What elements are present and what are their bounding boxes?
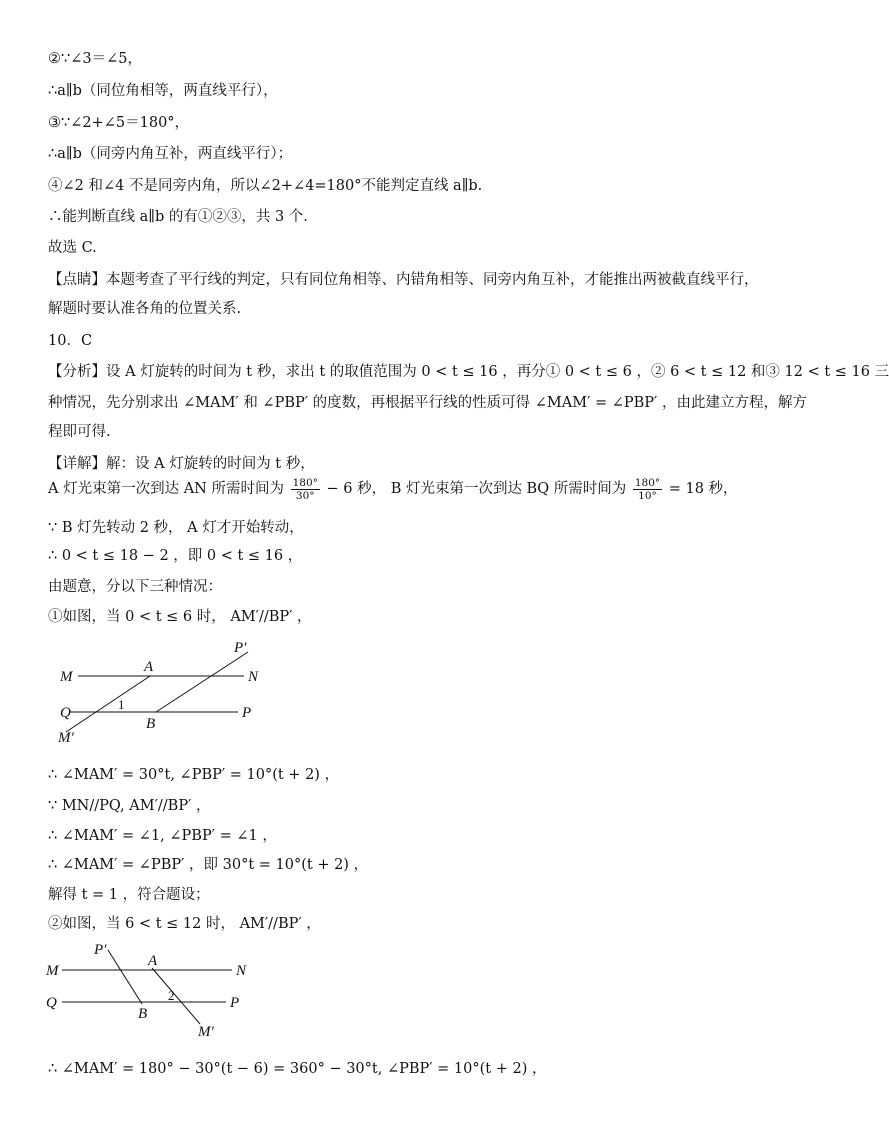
label-N: N — [236, 963, 247, 979]
case-line: ②如图，当 6 < t ≤ 12 时， AM′//BP′ ， — [48, 916, 321, 932]
fraction — [633, 477, 662, 502]
solution-line: 【详解】解：设 A 灯旋转的时间为 t 秒， — [48, 456, 315, 472]
label-A: A — [148, 953, 158, 969]
fraction-denominator: 30° — [295, 489, 315, 502]
line-AM-prime — [152, 968, 200, 1024]
label-M: M — [46, 963, 59, 979]
label-Q: Q — [60, 705, 71, 721]
text-segment: = 18 秒， — [668, 481, 738, 497]
text-line: ③∵∠2+∠5＝180°， — [48, 115, 190, 131]
case-line: ①如图，当 0 < t ≤ 6 时， AM′//BP′ ， — [48, 609, 312, 625]
fraction-numerator: 180° — [292, 476, 318, 489]
text-line: 解题时要认准各角的位置关系. — [48, 301, 242, 317]
line-AM-prime — [66, 676, 150, 732]
text-line: ∵ MN//PQ, AM′//BP′ ， — [48, 798, 211, 814]
text-line: ∴ ∠MAM′ = ∠PBP′ ，即 30°t = 10°(t + 2) ， — [48, 857, 369, 873]
text-line: ∴ ∠MAM′ = 180° − 30°(t − 6) = 360° − 30°t, ∠PBP′ = 10°(t + 2) ， — [48, 1061, 547, 1077]
text-line: ∴ ∠MAM′ = ∠1, ∠PBP′ = ∠1 ， — [48, 828, 277, 844]
text-line: 解得 t = 1 ，符合题设； — [48, 887, 210, 903]
fraction-denominator: 10° — [638, 489, 657, 502]
label-N: N — [248, 669, 259, 685]
text-segment: B 灯光束第一次到达 BQ 所需时间为 — [390, 481, 627, 497]
question-number: 10．C — [48, 333, 93, 349]
text-segment: A 灯光束第一次到达 AN 所需时间为 — [48, 481, 284, 497]
time-line — [48, 474, 754, 504]
fraction — [291, 477, 320, 502]
text-line: ④∠2 和∠4 不是同旁内角，所以∠2+∠4=180°不能判定直线 a∥b. — [48, 178, 483, 194]
analysis-line: 【分析】设 A 灯旋转的时间为 t 秒，求出 t 的取值范围为 0 < t ≤ 16 ，再分① 0 < t ≤ 6 ，② 6 < t ≤ 12 和③ 12 < t ≤ 16 三 — [48, 364, 889, 380]
text-line: ②∵∠3＝∠5， — [48, 51, 142, 67]
text-line: ∴a∥b（同位角相等，两直线平行）， — [48, 83, 278, 99]
text-line: 由题意，分以下三种情况： — [48, 579, 222, 595]
text-line: ∴ 0 < t ≤ 18 − 2 ，即 0 < t ≤ 16 ， — [48, 548, 303, 564]
label-P: P — [242, 705, 252, 721]
fraction-numerator: 180° — [634, 476, 661, 489]
label-Q: Q — [46, 995, 57, 1011]
text-line: ∵ B 灯先转动 2 秒， A 灯才开始转动， — [48, 520, 304, 536]
label-1: 1 — [118, 697, 125, 712]
label-2: 2 — [168, 988, 175, 1003]
text-line: ∴能判断直线 a∥b 的有①②③，共 3 个. — [48, 209, 308, 225]
label-P: P — [230, 995, 240, 1011]
text-segment: − 6 秒， — [326, 481, 387, 497]
text-line: 种情况，先分别求出 ∠MAM′ 和 ∠PBP′ 的度数，再根据平行线的性质可得 ∠MAM′ = ∠PBP′ ，由此建立方程，解方 — [48, 395, 807, 411]
label-M: M — [60, 669, 73, 685]
text-line: 故选 C. — [48, 240, 97, 256]
text-line: ∴a∥b（同旁内角互补，两直线平行）； — [48, 146, 293, 162]
line-BP-prime — [108, 950, 142, 1004]
text-line: 程即可得. — [48, 424, 111, 440]
label-M-prime: M′ — [58, 730, 74, 746]
remark-line: 【点睛】本题考查了平行线的判定，只有同位角相等、内错角相等、同旁内角互补，才能推出两被截直线平行， — [48, 272, 759, 288]
label-P-prime: P′ — [94, 942, 107, 958]
label-B: B — [138, 1006, 148, 1022]
label-A: A — [144, 659, 154, 675]
label-M-prime: M′ — [198, 1024, 214, 1040]
figure-2 — [44, 938, 274, 1042]
line-BP-prime — [156, 652, 248, 712]
figure-1 — [48, 638, 278, 748]
label-B: B — [146, 716, 156, 732]
label-P-prime: P′ — [234, 640, 247, 656]
text-line: ∴ ∠MAM′ = 30°t, ∠PBP′ = 10°(t + 2) ， — [48, 767, 340, 783]
